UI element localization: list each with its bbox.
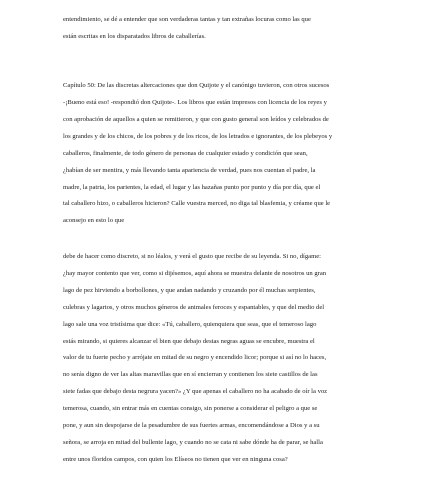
text-line: entre unos floridos campos, con quien los Elíseos no tienen que ver en ninguna cosa?: [63, 455, 288, 463]
text-line: tal caballero hizo, o caballeros hicieron? Calle vuestra merced, no diga tal blasfemia, y créame que le: [63, 200, 331, 208]
chapter-heading: [63, 78, 393, 95]
text-line: estás mirando, si quieres alcanzar el bien que debajo destas negras aguas se encubre, muestra el: [63, 337, 315, 345]
text-line: culebras y lagartos, y otros muchos géneros de animales feroces y espantables, y que del medio del: [63, 303, 325, 311]
text-line: están escritas en los disparatados libros de caballerías.: [63, 32, 206, 40]
text-line: señora, se arroja en mitad del bullente lago, y cuando no se cata ni sabe dónde ha de parar, se halla: [63, 438, 323, 446]
text-line: ¿habían de ser mentira, y más llevando tanta apariencia de verdad, pues nos cuentan el padre, la: [63, 166, 316, 174]
text-line: pone, y aun sin despojarse de la pesadumbre de sus fuertes armas, encomendándose a Dios y a su: [63, 422, 320, 430]
text-line: entendimiento, se dé a entender que son verdaderas tantas y tan extrañas locuras como las que: [63, 16, 311, 23]
text-line: lago sale una voz tristísima que dice: «Tú, caballero, quienquiera que seas, que el temeroso lago: [63, 320, 317, 328]
text-line: ¿hay mayor contento que ver, como si dijésemos, aquí ahora se muestra delante de nosotros un gran: [63, 269, 327, 277]
text-line: valor de tu fuerte pecho y arrójate en mitad de su negro y encendido licor; porque si así no lo haces,: [63, 354, 327, 362]
text-line: -¡Bueno está eso! -respondió don Quijote-. Los libros que están impresos con licencia de los reyes y: [63, 99, 327, 106]
quijote-reply-paragraph: [63, 95, 393, 230]
text-line: aconsejo en esto lo que: [63, 217, 125, 225]
text-line: los grandes y de los chicos, de los pobres y de los ricos, de los letrados e ignorantes, de los plebeyos y: [63, 132, 333, 140]
text-line: debe de hacer como discreto, si no léalos, y verá el gusto que recibe de su leyenda. Si no, dígame:: [63, 253, 321, 260]
text-line: Capítulo 50: De las discretas altercaciones que don Quijote y el canónigo tuvieron, con otros sucesos: [63, 82, 330, 89]
intro-paragraph: [63, 12, 393, 46]
text-line: lago de pez hirviendo a borbollones, y que andan nadando y cruzando por él muchas serpientes,: [63, 286, 316, 294]
text-line: temerosa, cuando, sin entrar más en cuentas consigo, sin ponerse a considerar el peligro a que se: [63, 405, 318, 413]
text-line: con aprobación de aquellos a quien se remitieron, y que con gusto general son leídos y celebrados de: [63, 115, 329, 123]
lake-passage-paragraph: [63, 249, 393, 469]
text-line: caballeros, finalmente, de todo género de personas de cualquier estado y condición que sean,: [63, 149, 308, 157]
text-line: siete fadas que debajo desta negrura yacen?» ¿Y que apenas el caballero no ha acabado de oír la voz: [63, 388, 328, 396]
text-line: madre, la patria, los parientes, la edad, el lugar y las hazañas punto por punto y día por día, que el: [63, 183, 321, 191]
text-line: no serás digno de ver las altas maravillas que en sí encierran y contienen los siete castillos de las: [63, 371, 318, 379]
